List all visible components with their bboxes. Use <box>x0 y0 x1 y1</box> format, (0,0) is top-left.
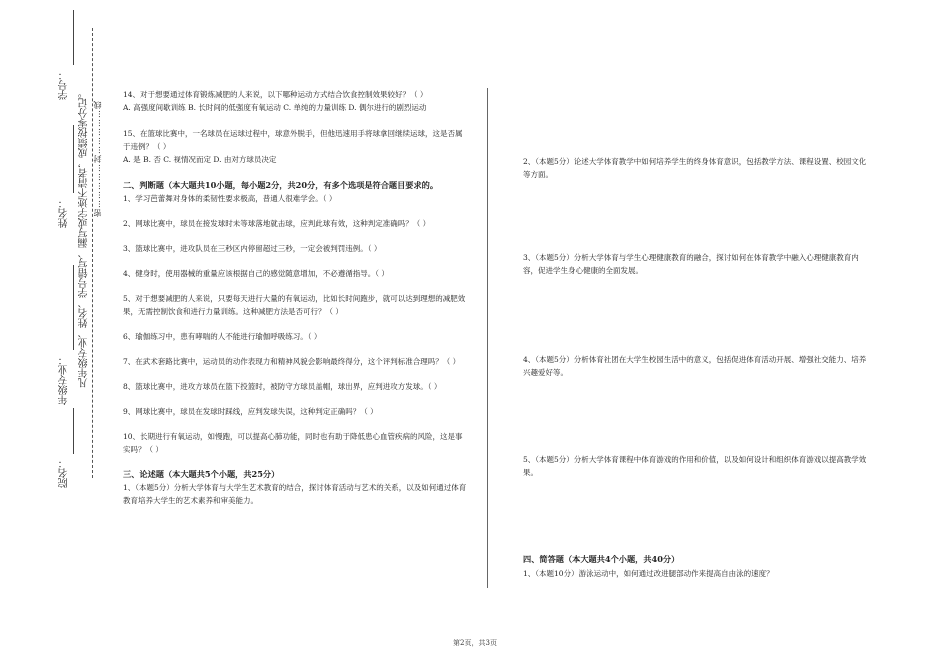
name-label: 姓名： <box>59 198 70 228</box>
judge-item: 3、篮球比赛中，进攻队员在三秒区内停留超过三秒，一定会被判罚违例。（ ） <box>123 244 382 253</box>
judge-item: 1、学习芭蕾舞对身体的柔韧性要求极高，普通人很难学会。（ ） <box>123 194 337 203</box>
question-15 <box>123 127 468 166</box>
seal-dashed-line <box>92 28 93 478</box>
essay-item-3: 3、（本题5分）分析大学体育与学生心理健康教育的融合，探讨如何在体育教学中融入心理健康教育内容，促进学生身心健康的全面发展。 <box>523 253 859 275</box>
student-id-line <box>73 10 74 65</box>
school-line <box>73 408 74 454</box>
essay-item-4: 4、（本题5分）分析体育社团在大学生校园生活中的意义，包括促进体育活动开展、增强社交能力、培养兴趣爱好等。 <box>523 355 867 377</box>
binding-margin <box>0 0 110 672</box>
judge-item: 5、对于想要减肥的人来说，只要每天进行大量的有氧运动，比如长时间跑步，就可以达到理想的减肥效果，无需控制饮食和进行力量训练。这种减肥方法是否可行？（ ） <box>123 294 466 316</box>
grade-major-label: 年级专业： <box>59 355 70 405</box>
seal-line-text: 密……………封……………线 <box>93 100 102 217</box>
essay-item-2: 2、（本题5分）论述大学体育教学中如何培养学生的终身体育意识，包括教学方法、课程设置、校园文化等方面。 <box>523 157 867 179</box>
student-id-label: 学号： <box>59 70 70 100</box>
section-3-title: 三、论述题（本大题共5个小题，共25分） <box>123 469 280 479</box>
grade-major-line <box>73 265 74 350</box>
judge-item: 7、在武术套路比赛中，运动员的动作表现力和精神风貌会影响最终得分，这个评判标准合理吗？（ ） <box>123 357 461 366</box>
judge-item: 2、网球比赛中，球员在接发球时未等球落地就击球，应判此球有效，这种判定准确吗？（ ） <box>123 219 431 228</box>
section-2-title: 二、判断题（本大题共10小题，每小题2分，共20分，有多个选项是符合题目要求的。 <box>123 180 439 190</box>
name-line <box>73 125 74 193</box>
left-column <box>123 88 468 520</box>
judge-item: 6、瑜伽练习中，患有哮喘的人不能进行瑜伽呼吸练习。（ ） <box>123 332 322 341</box>
essay-item-5: 5、（本题5分）分析大学体育课程中体育游戏的作用和价值，以及如何设计和组织体育游戏以提高教学效果。 <box>523 455 867 477</box>
question-14-options: A. 高强度间歇训练 B. 长时间的低强度有氧运动 C. 单纯的力量训练 D. 偶尔进行的剧烈运动 <box>123 103 427 112</box>
binding-warning: 凡年级专业、姓名、学号错写、漏写或字迹不清者，成绩按零分记。 <box>79 88 90 388</box>
page-footer: 第2页，共3页 <box>453 639 497 647</box>
judge-item: 4、健身时，使用器械的重量应该根据自己的感觉随意增加，不必遵循指导。（ ） <box>123 269 389 278</box>
judge-item: 10、长期进行有氧运动，如慢跑，可以提高心肺功能，同时也有助于降低患心血管疾病的风险，这是事实吗？（ ） <box>123 432 463 454</box>
question-14 <box>123 88 468 114</box>
column-divider <box>487 88 488 588</box>
school-label: 院名： <box>59 458 70 488</box>
short-answer-item-1: 1、（本题10分）游泳运动中，如何通过改进腿部动作来提高自由泳的速度？ <box>523 569 774 578</box>
question-15-options: A. 是 B. 否 C. 视情况而定 D. 由对方球员决定 <box>123 155 277 164</box>
question-14-stem: 14、对于想要通过体育锻炼减肥的人来说，以下哪种运动方式结合饮食控制效果较好？（ ） <box>123 90 428 99</box>
question-15-stem: 15、在篮球比赛中，一名球员在运球过程中，球意外脱手，但他迅速用手将球拿回继续运球，这是否属于违例？（ ） <box>123 129 463 151</box>
essay-item-1: 1、（本题5分）分析大学体育与大学生艺术教育的结合，探讨体育活动与艺术的关系，以及如何通过体育教育培养大学生的艺术素养和审美能力。 <box>123 483 467 505</box>
judge-item: 8、篮球比赛中，进攻方球员在篮下投篮时，被防守方球员盖帽，球出界，应判进攻方发球。（ ） <box>123 382 442 391</box>
section-4-title: 四、简答题（本大题共4个小题，共40分） <box>523 554 680 564</box>
judge-item: 9、网球比赛中，球员在发球时踩线，应判发球失误，这种判定正确吗？（ ） <box>123 407 378 416</box>
